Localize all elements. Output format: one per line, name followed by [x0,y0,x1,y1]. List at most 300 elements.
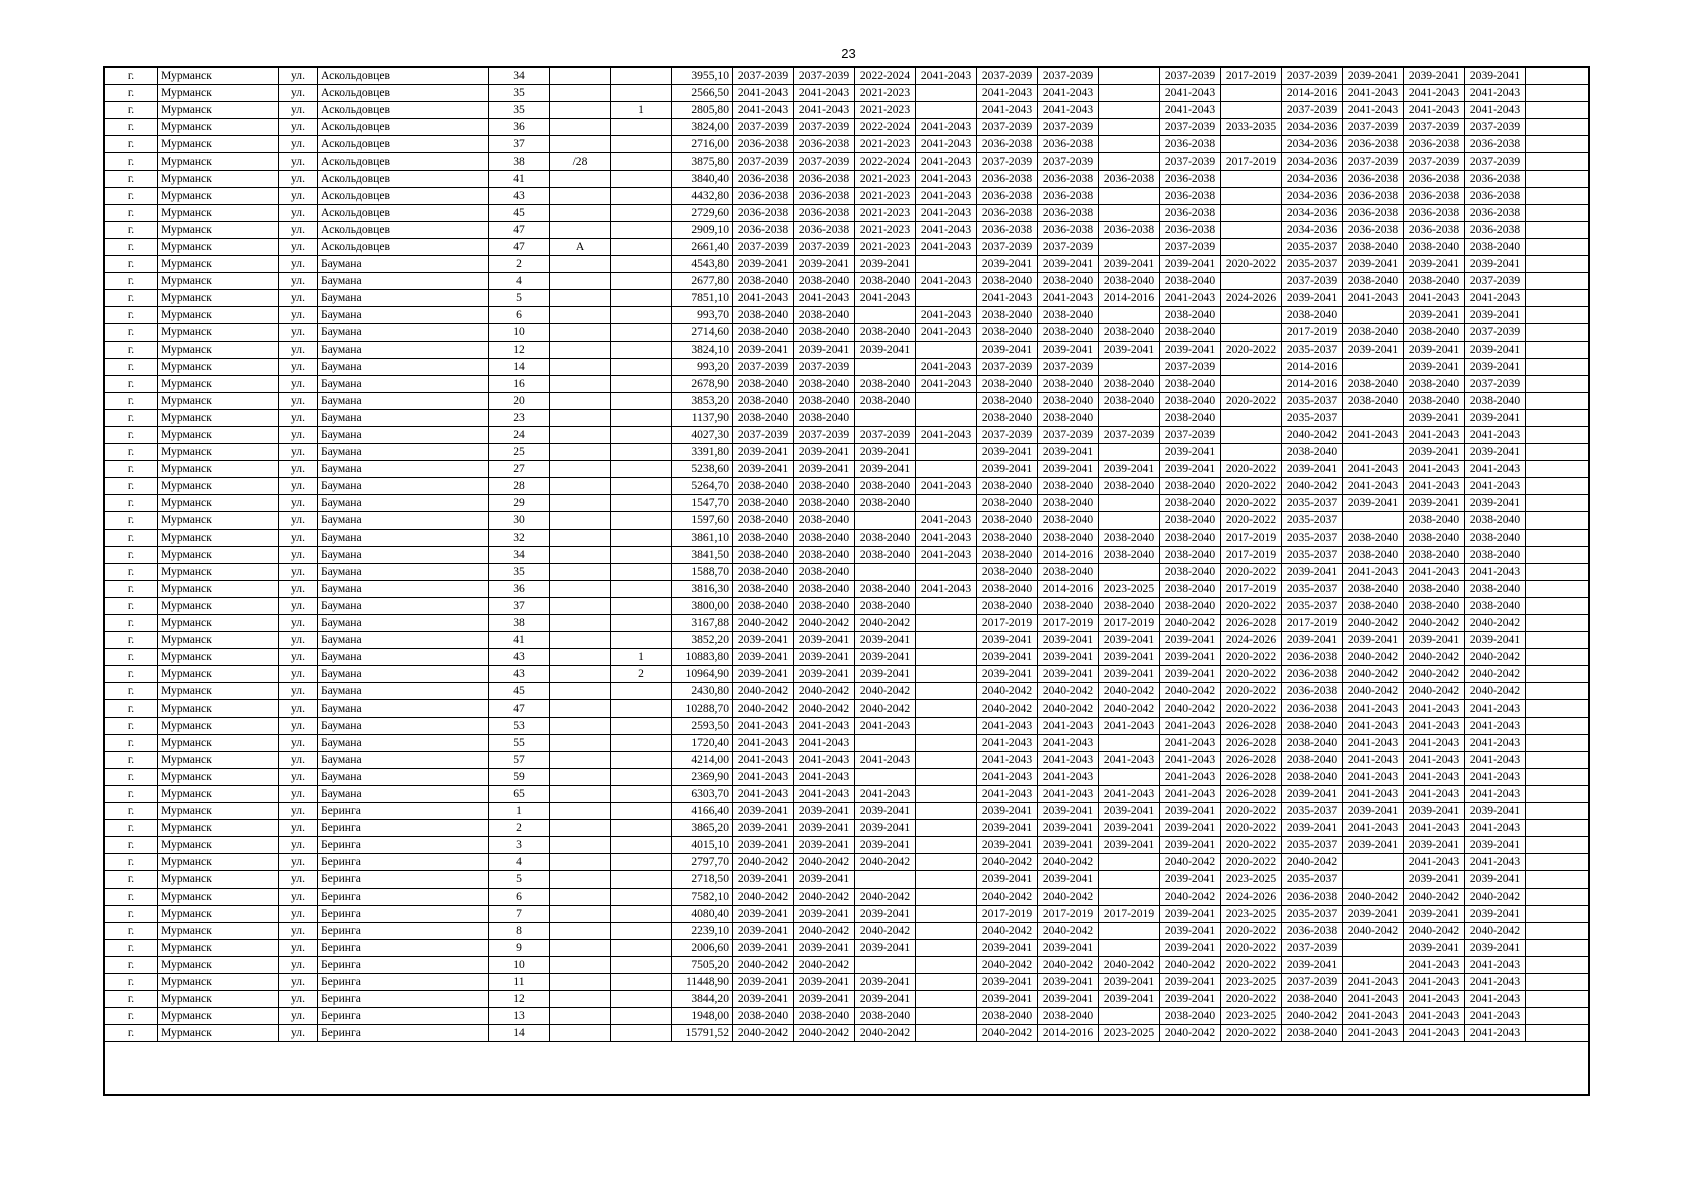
table-cell: 2037-2039 [977,119,1038,136]
table-cell: 2039-2041 [1343,905,1404,922]
table-cell: 2038-2040 [1404,238,1465,255]
table-cell: 2023-2025 [1099,580,1160,597]
table-cell [1221,102,1282,119]
table-cell: ул. [279,871,318,888]
table-cell: 2037-2039 [794,68,855,85]
table-cell: г. [105,102,158,119]
table-cell: ул. [279,615,318,632]
table-cell: г. [105,546,158,563]
table-cell: 2036-2038 [977,187,1038,204]
table-cell [1099,495,1160,512]
table-cell: 2040-2042 [1404,666,1465,683]
table-cell: 2038-2040 [733,307,794,324]
table-cell-empty [1526,409,1590,426]
table-cell [550,666,611,683]
table-cell: ул. [279,666,318,683]
table-cell [916,615,977,632]
table-cell [611,1025,672,1042]
table-cell: 2037-2039 [977,426,1038,443]
table-cell [916,854,977,871]
table-cell [1099,939,1160,956]
table-cell: 43 [489,666,550,683]
table-cell: 2041-2043 [916,204,977,221]
table-cell [916,563,977,580]
table-cell: 2039-2041 [733,256,794,273]
table-cell [1221,444,1282,461]
table-cell: 2038-2040 [1038,324,1099,341]
table-cell: 47 [489,221,550,238]
table-cell [550,170,611,187]
table-cell: ул. [279,375,318,392]
table-cell: 2041-2043 [1038,102,1099,119]
table-cell [550,734,611,751]
table-cell: 2714,60 [672,324,733,341]
table-cell [916,632,977,649]
table-cell: 2039-2041 [1038,803,1099,820]
table-cell: 2038-2040 [1160,546,1221,563]
table-cell [1099,768,1160,785]
table-cell: 3824,00 [672,119,733,136]
table-cell: Баумана [318,461,489,478]
table-row [105,273,1590,290]
table-cell [550,597,611,614]
table-cell: 2038-2040 [1099,597,1160,614]
table-cell: 2041-2043 [1465,854,1526,871]
table-cell: 2041-2043 [1160,85,1221,102]
table-cell-empty [1526,546,1590,563]
table-cell: ул. [279,888,318,905]
table-row [105,85,1590,102]
table-cell: 2039-2041 [1160,649,1221,666]
table-cell: 2021-2023 [855,238,916,255]
table-cell: 2041-2043 [1343,1008,1404,1025]
table-cell-empty [1526,1025,1590,1042]
table-cell: 2035-2037 [1282,837,1343,854]
table-cell: 2041-2043 [1465,478,1526,495]
table-cell: г. [105,854,158,871]
table-cell [855,409,916,426]
table-cell: ул. [279,409,318,426]
table-cell: Мурманск [158,785,279,802]
table-cell: ул. [279,461,318,478]
table-cell: 2038-2040 [1465,512,1526,529]
table-cell: г. [105,905,158,922]
table-cell [1099,409,1160,426]
table-cell: 37 [489,597,550,614]
table-cell: г. [105,837,158,854]
table-cell: Беринга [318,1025,489,1042]
table-cell: 2039-2041 [733,666,794,683]
table-cell: 2040-2042 [1099,956,1160,973]
table-cell: 1597,60 [672,512,733,529]
table-cell: 2020-2022 [1221,495,1282,512]
table-cell: 2038-2040 [1160,375,1221,392]
table-cell: 3852,20 [672,632,733,649]
table-cell [1099,444,1160,461]
table-cell: 2041-2043 [1404,1008,1465,1025]
table-cell: 3 [489,837,550,854]
table-cell [916,392,977,409]
table-cell: Баумана [318,512,489,529]
table-cell: 2041-2043 [916,136,977,153]
table-cell: ул. [279,854,318,871]
table-cell: ул. [279,495,318,512]
table-cell: 2024-2026 [1221,290,1282,307]
table-cell [611,871,672,888]
table-cell: 1 [489,803,550,820]
table-cell: 2017-2019 [1282,324,1343,341]
table-cell: 2041-2043 [1465,734,1526,751]
table-cell-empty [1526,1008,1590,1025]
table-cell: 2041-2043 [1160,734,1221,751]
table-cell: 2038-2040 [1404,546,1465,563]
table-cell [611,119,672,136]
table-cell: 2036-2038 [1282,649,1343,666]
table-cell: 2041-2043 [1099,751,1160,768]
table-cell: 2039-2041 [1404,905,1465,922]
table-cell: 2040-2042 [977,854,1038,871]
table-cell: 2039-2041 [1160,632,1221,649]
table-cell [611,820,672,837]
table-cell [611,85,672,102]
table-cell-empty [1526,273,1590,290]
table-cell: ул. [279,324,318,341]
table-cell: г. [105,717,158,734]
table-cell-empty [1526,871,1590,888]
table-row [105,1025,1590,1042]
table-row [105,256,1590,273]
table-cell: 2038-2040 [1099,546,1160,563]
table-cell [550,768,611,785]
table-cell: 2040-2042 [794,700,855,717]
table-cell: 4166,40 [672,803,733,820]
table-cell: 2038-2040 [855,580,916,597]
table-cell: 2037-2039 [1038,119,1099,136]
table-cell: 2039-2041 [1465,495,1526,512]
table-cell [1099,871,1160,888]
table-cell: ул. [279,717,318,734]
table-cell: 53 [489,717,550,734]
table-cell: 2040-2042 [977,922,1038,939]
table-cell: 2039-2041 [1404,409,1465,426]
table-cell: 34 [489,546,550,563]
table-cell: 2038-2040 [794,478,855,495]
table-cell: 2038-2040 [733,546,794,563]
table-cell [550,803,611,820]
table-cell: 2038-2040 [1099,529,1160,546]
table-cell [550,85,611,102]
table-cell: 2021-2023 [855,204,916,221]
table-cell [916,820,977,837]
table-cell: 2041-2043 [977,290,1038,307]
table-cell: ул. [279,820,318,837]
table-cell: 2041-2043 [1465,751,1526,768]
table-cell: 2038-2040 [1099,273,1160,290]
table-cell: Мурманск [158,991,279,1008]
table-cell [550,683,611,700]
table-cell: 2041-2043 [1343,426,1404,443]
table-cell: г. [105,461,158,478]
table-cell: 2716,00 [672,136,733,153]
table-cell: 2041-2043 [916,375,977,392]
table-cell [916,922,977,939]
table-cell: 2038-2040 [977,495,1038,512]
table-cell [550,512,611,529]
table-cell-empty [1526,700,1590,717]
table-cell: Мурманск [158,358,279,375]
table-cell: 2041-2043 [1465,1025,1526,1042]
table-cell: 2041-2043 [1160,717,1221,734]
table-cell: Беринга [318,820,489,837]
table-cell: 2021-2023 [855,170,916,187]
table-cell: Баумана [318,717,489,734]
table-cell: 2040-2042 [977,700,1038,717]
table-cell: 2021-2023 [855,102,916,119]
table-cell [611,68,672,85]
table-cell: Баумана [318,273,489,290]
table-cell: 2040-2042 [977,888,1038,905]
table-cell-empty [1526,68,1590,85]
table-cell: 2041-2043 [1465,426,1526,443]
table-cell [550,717,611,734]
table-cell [1221,375,1282,392]
table-cell: 35 [489,85,550,102]
table-cell: г. [105,734,158,751]
table-cell [1343,854,1404,871]
table-cell: Беринга [318,939,489,956]
table-row [105,341,1590,358]
table-cell: 2022-2024 [855,119,916,136]
table-cell: Мурманск [158,238,279,255]
table-cell: г. [105,290,158,307]
table-cell: 2039-2041 [733,905,794,922]
table-cell: Мурманск [158,1008,279,1025]
table-row [105,649,1590,666]
table-cell: 2039-2041 [855,939,916,956]
table-cell-empty [1526,256,1590,273]
table-cell: 2038-2040 [855,375,916,392]
table-cell: г. [105,392,158,409]
table-cell [855,358,916,375]
table-cell: 2036-2038 [1465,204,1526,221]
table-cell: 2041-2043 [855,717,916,734]
table-cell: г. [105,683,158,700]
table-cell: 2038-2040 [1038,307,1099,324]
table-row [105,358,1590,375]
table-cell: /28 [550,153,611,170]
table-cell: 2041-2043 [1465,563,1526,580]
table-cell-empty [1526,170,1590,187]
table-cell: Баумана [318,666,489,683]
table-cell: г. [105,991,158,1008]
table-cell: 2017-2019 [1221,153,1282,170]
table-cell: 47 [489,700,550,717]
table-cell: Мурманск [158,478,279,495]
table-cell: 2020-2022 [1221,683,1282,700]
table-cell: ул. [279,768,318,785]
table-cell: 2797,70 [672,854,733,871]
table-cell: 2040-2042 [733,1025,794,1042]
table-cell: 2039-2041 [855,905,916,922]
table-cell-empty [1526,324,1590,341]
table-cell: 2036-2038 [977,221,1038,238]
table-cell: ул. [279,1008,318,1025]
table-cell [1099,563,1160,580]
table-cell: 2039-2041 [733,341,794,358]
table-cell-empty [1526,580,1590,597]
table-cell: Беринга [318,803,489,820]
table-cell: 2039-2041 [1038,820,1099,837]
table-cell: 2039-2041 [977,837,1038,854]
table-cell [1099,68,1160,85]
table-cell: 2038-2040 [855,597,916,614]
table-cell [916,871,977,888]
table-cell: 2023-2025 [1221,1008,1282,1025]
table-cell: 2020-2022 [1221,597,1282,614]
table-cell: 2041-2043 [1465,85,1526,102]
table-cell: г. [105,478,158,495]
table-row [105,461,1590,478]
table-cell: 2038-2040 [1038,563,1099,580]
table-cell: 2041-2043 [1343,1025,1404,1042]
table-cell: 2039-2041 [794,973,855,990]
table-cell: Баумана [318,341,489,358]
table-cell [1099,854,1160,871]
table-cell: 2041-2043 [1404,991,1465,1008]
table-cell [1099,238,1160,255]
table-cell: 2039-2041 [1099,666,1160,683]
table-cell-empty [1526,290,1590,307]
table-cell: 2036-2038 [1160,204,1221,221]
table-cell [916,785,977,802]
table-cell: 2041-2043 [977,768,1038,785]
table-cell: 2036-2038 [1343,204,1404,221]
table-cell: 2040-2042 [794,922,855,939]
table-cell: 1137,90 [672,409,733,426]
table-row [105,717,1590,734]
table-cell: 2041-2043 [1343,734,1404,751]
table-cell: г. [105,444,158,461]
table-cell [916,683,977,700]
table-cell: 2039-2041 [855,973,916,990]
table-cell: 2039-2041 [1038,461,1099,478]
table-cell: 1588,70 [672,563,733,580]
table-cell: 2566,50 [672,85,733,102]
table-cell [1099,204,1160,221]
table-cell: 2038-2040 [977,529,1038,546]
table-cell [611,358,672,375]
table-cell-empty [1526,734,1590,751]
table-cell: 2036-2038 [1465,136,1526,153]
table-cell: 2017-2019 [977,905,1038,922]
table-cell: 2038-2040 [977,580,1038,597]
table-cell: 2039-2041 [1465,905,1526,922]
table-cell: Аскольдовцев [318,136,489,153]
table-cell: 2039-2041 [733,973,794,990]
table-row [105,922,1590,939]
table-cell: 2037-2039 [1160,426,1221,443]
table-cell [550,1025,611,1042]
table-cell: 2041-2043 [1160,751,1221,768]
table-cell [611,580,672,597]
table-cell: 2038-2040 [1160,1008,1221,1025]
table-row [105,683,1590,700]
table-cell: 1720,40 [672,734,733,751]
table-cell: 2039-2041 [733,820,794,837]
table-cell: 2040-2042 [1160,615,1221,632]
table-cell: 2041-2043 [916,546,977,563]
table-cell: Аскольдовцев [318,170,489,187]
table-cell [550,546,611,563]
table-cell: 2017-2019 [977,615,1038,632]
table-cell: 2039-2041 [794,461,855,478]
table-cell: 2038-2040 [1160,409,1221,426]
table-cell: ул. [279,973,318,990]
table-cell: 2038-2040 [1038,392,1099,409]
table-cell: 2017-2019 [1038,615,1099,632]
table-cell: Аскольдовцев [318,102,489,119]
table-cell: 2038-2040 [855,324,916,341]
table-cell: 2729,60 [672,204,733,221]
table-cell: 2039-2041 [794,939,855,956]
table-row [105,939,1590,956]
table-cell-empty [1526,615,1590,632]
table-cell [550,563,611,580]
table-cell: Аскольдовцев [318,238,489,255]
table-cell: 2039-2041 [1160,803,1221,820]
table-row [105,409,1590,426]
table-cell: Баумана [318,597,489,614]
table-cell: 2038-2040 [1465,392,1526,409]
table-cell: 2038-2040 [977,478,1038,495]
table-cell-empty [1526,905,1590,922]
table-cell: 2036-2038 [1099,170,1160,187]
table-cell: Мурманск [158,529,279,546]
table-cell: 2034-2036 [1282,170,1343,187]
table-cell: 2041-2043 [977,785,1038,802]
table-cell: 2038-2040 [794,392,855,409]
table-cell: 2040-2042 [1038,854,1099,871]
table-row [105,170,1590,187]
table-cell: 2021-2023 [855,136,916,153]
table-cell: 2039-2041 [733,803,794,820]
table-cell: 2041-2043 [1343,290,1404,307]
table-cell: 2040-2042 [794,615,855,632]
table-cell [611,717,672,734]
table-cell: 2038-2040 [1160,273,1221,290]
table-cell: 8 [489,922,550,939]
table-cell: 2039-2041 [733,939,794,956]
table-cell: 2040-2042 [1160,888,1221,905]
table-cell [550,922,611,939]
table-cell [916,837,977,854]
table-cell: Мурманск [158,273,279,290]
table-cell: 2040-2042 [855,854,916,871]
table-cell: 2040-2042 [1465,922,1526,939]
table-cell: 2035-2037 [1282,512,1343,529]
table-cell: 2040-2042 [794,956,855,973]
table-cell [550,324,611,341]
table-row [105,136,1590,153]
table-cell [855,768,916,785]
table-cell: 2039-2041 [977,973,1038,990]
table-cell: 2039-2041 [1465,409,1526,426]
table-cell: 2038-2040 [1038,409,1099,426]
table-cell: 2038-2040 [1038,273,1099,290]
table-cell: 2041-2043 [733,290,794,307]
table-cell: 2038-2040 [1160,324,1221,341]
table-cell: 2041-2043 [794,785,855,802]
